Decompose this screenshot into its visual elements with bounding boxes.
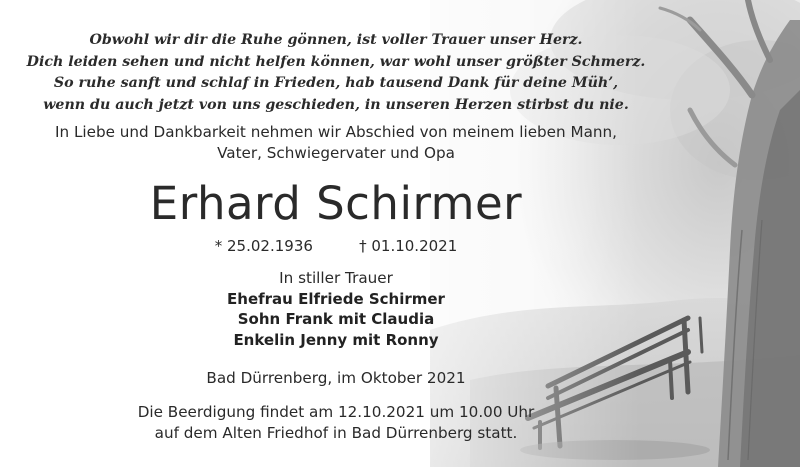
intro-line: Vater, Schwiegervater und Opa [217,143,455,162]
poem-line: wenn du auch jetzt von uns geschieden, in unseren Herzen stirbst du nie. [43,96,629,113]
poem [0,30,672,116]
intro-text [0,122,672,163]
poem-line: So ruhe sanft und schlaf in Frieden, hab tausend Dank für deine Müh’, [53,75,619,91]
funeral-line: Die Beerdigung findet am 12.10.2021 um 10.00 Uhr [137,403,535,421]
funeral-info [0,402,672,443]
birth-date: * 25.02.1936 [214,237,313,255]
poem-line: Dich leiden sehen und nicht helfen können, war wohl unser größter Schmerz. [26,53,646,70]
mourners [0,268,672,350]
place-and-date: Bad Dürrenberg, im Oktober 2021 [206,369,466,387]
deceased-name: Erhard Schirmer [149,177,523,230]
mourner-name: Enkelin Jenny mit Ronny [233,330,439,349]
death-date: † 01.10.2021 [359,237,458,255]
mourner-name: Ehefrau Elfriede Schirmer [227,289,445,308]
funeral-line: auf dem Alten Friedhof in Bad Dürrenberg statt. [154,423,518,442]
poem-line: Obwohl wir dir die Ruhe gönnen, ist voller Trauer unser Herz. [89,32,583,48]
mourners-heading: In stiller Trauer [279,269,393,287]
intro-line: In Liebe und Dankbarkeit nehmen wir Abschied von meinem lieben Mann, [55,123,617,141]
mourner-name: Sohn Frank mit Claudia [237,310,435,328]
life-dates [0,236,672,255]
